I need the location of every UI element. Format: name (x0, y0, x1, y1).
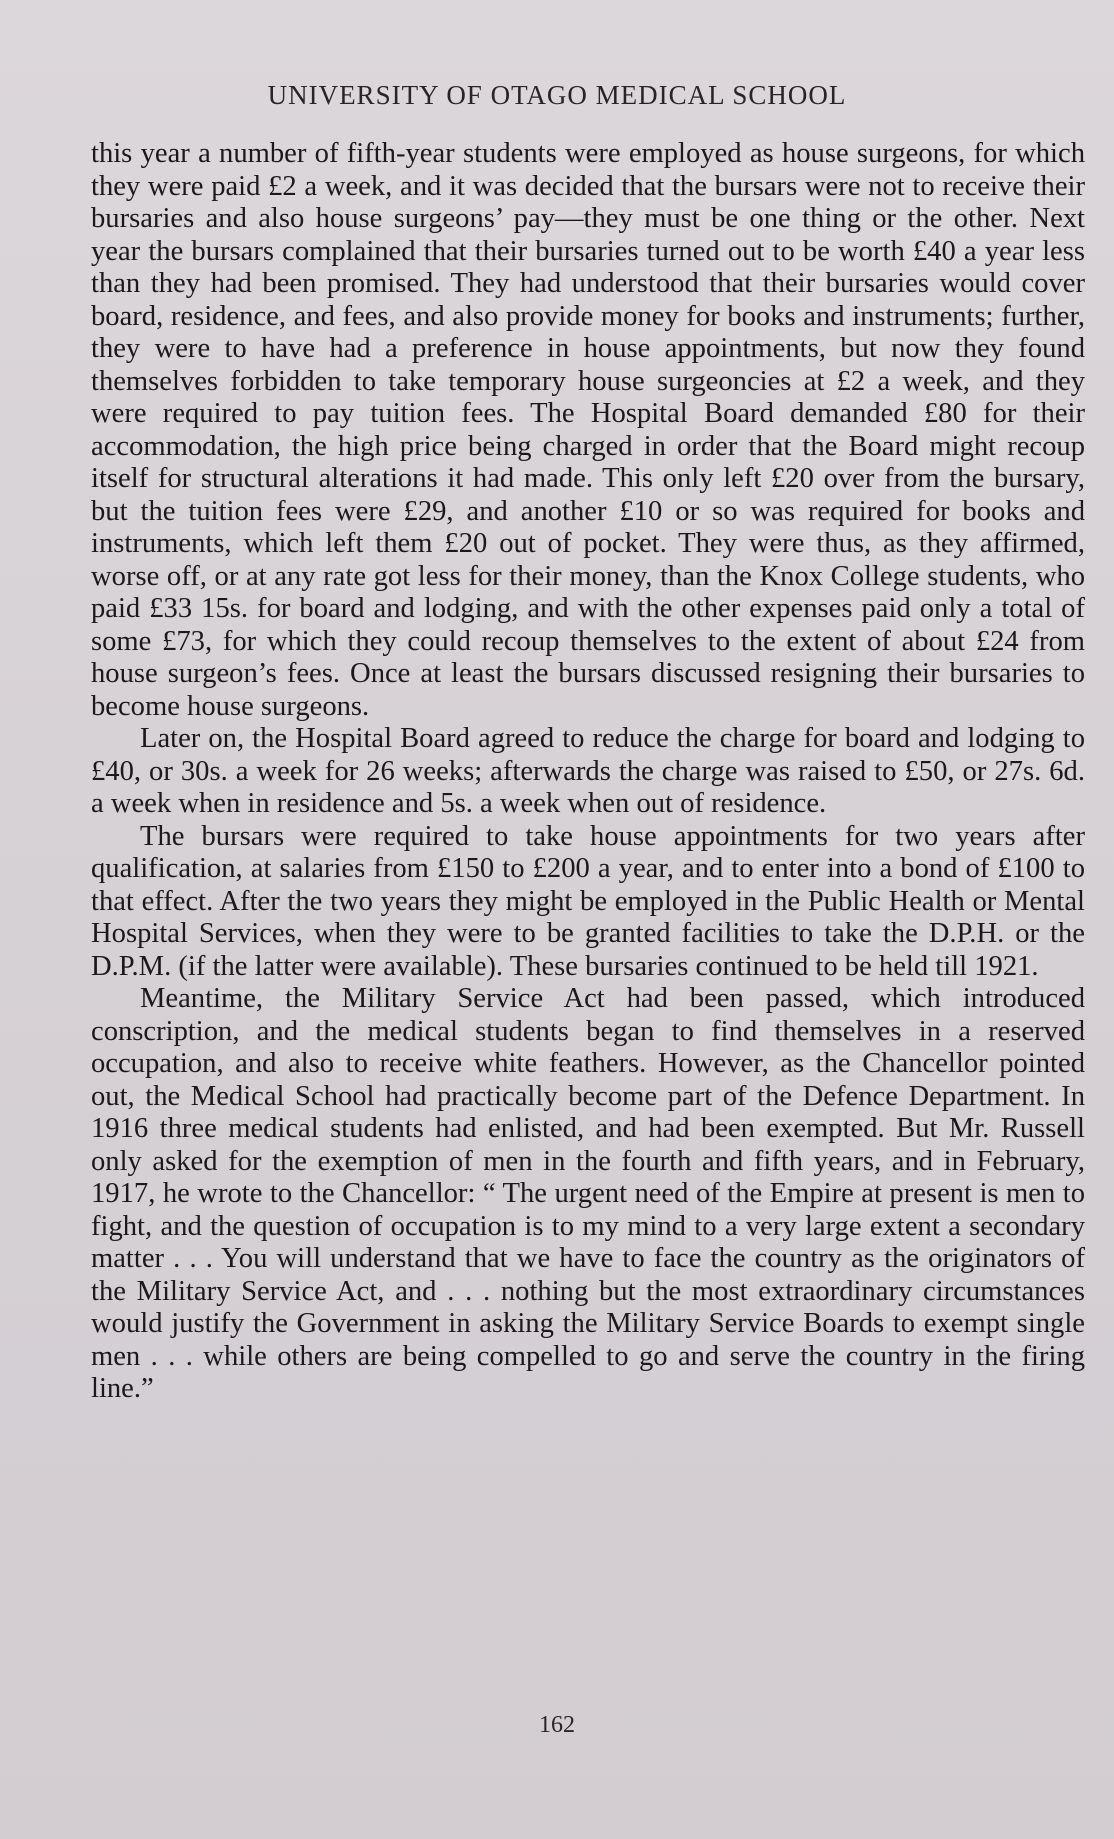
paragraph-military-service: Meantime, the Military Service Act had been passed, which introduced conscription, and the medical students began to find themselves in a reserved occupation, and also to receive white feathers. However, as the Chancellor pointed out, the Medical School had practically become part of the Defence Department. In 1916 three medical students had enlisted, and had been exempted. But Mr. Russell only asked for the exemption of men in the fourth and fifth years, and in February, 1917, he wrote to the Chancellor: “ The urgent need of the Empire at present is men to fight, and the question of occupation is to my mind to a very large extent a secondary matter . . . You will understand that we have to face the country as the originators of the Military Service Act, and . . . nothing but the most extraordinary circumstances would justify the Government in asking the Military Service Boards to exempt single men . . . while others are being compelled to go and serve the country in the firing line.” (91, 983, 1085, 1404)
page-number: 162 (539, 1712, 575, 1738)
paragraph-continued: this year a number of fifth-year students were employed as house surgeons, for which they were paid £2 a week, and it was decided that the bursars were not to receive their bursaries and also house surgeons’ pay—they must be one thing or the other. Next year the bursars complained that their bursaries turned out to be worth £40 a year less than they had been promised. They had understood that their bursaries would cover board, residence, and fees, and also provide money for books and instruments; further, they were to have had a preference in house appointments, but now they found themselves forbidden to take temporary house surgeoncies at £2 a week, and they were required to pay tuition fees. The Hospital Board demanded £80 for their accommodation, the high price being charged in order that the Board might recoup itself for structural alterations it had made. This only left £20 over from the bursary, but the tuition fees were £29, and another £10 or so was required for books and instruments, which left them £20 out of pocket. They were thus, as they affirmed, worse off, or at any rate got less for their money, than the Knox College students, who paid £33 15s. for board and lodging, and with the other expenses paid only a total of some £73, for which they could recoup themselves to the extent of about £24 from house surgeon’s fees. Once at least the bursars discussed resigning their bursaries to become house surgeons. (91, 138, 1085, 722)
body-text (91, 138, 1085, 1406)
paragraph-house-appointments: The bursars were required to take house appointments for two years after qualification, at salaries from £150 to £200 a year, and to enter into a bond of £100 to that effect. After the two years they might be employed in the Public Health or Mental Hospital Services, when they were to be granted facilities to take the D.P.H. or the D.P.M. (if the latter were available). These bursaries continued to be held till 1921. (91, 820, 1085, 982)
paragraph-board-charge: Later on, the Hospital Board agreed to reduce the charge for board and lodging to £40, or 30s. a week for 26 weeks; afterwards the charge was raised to £50, or 27s. 6d. a week when in residence and 5s. a week when out of residence. (91, 723, 1085, 819)
running-head: UNIVERSITY OF OTAGO MEDICAL SCHOOL (267, 80, 847, 110)
